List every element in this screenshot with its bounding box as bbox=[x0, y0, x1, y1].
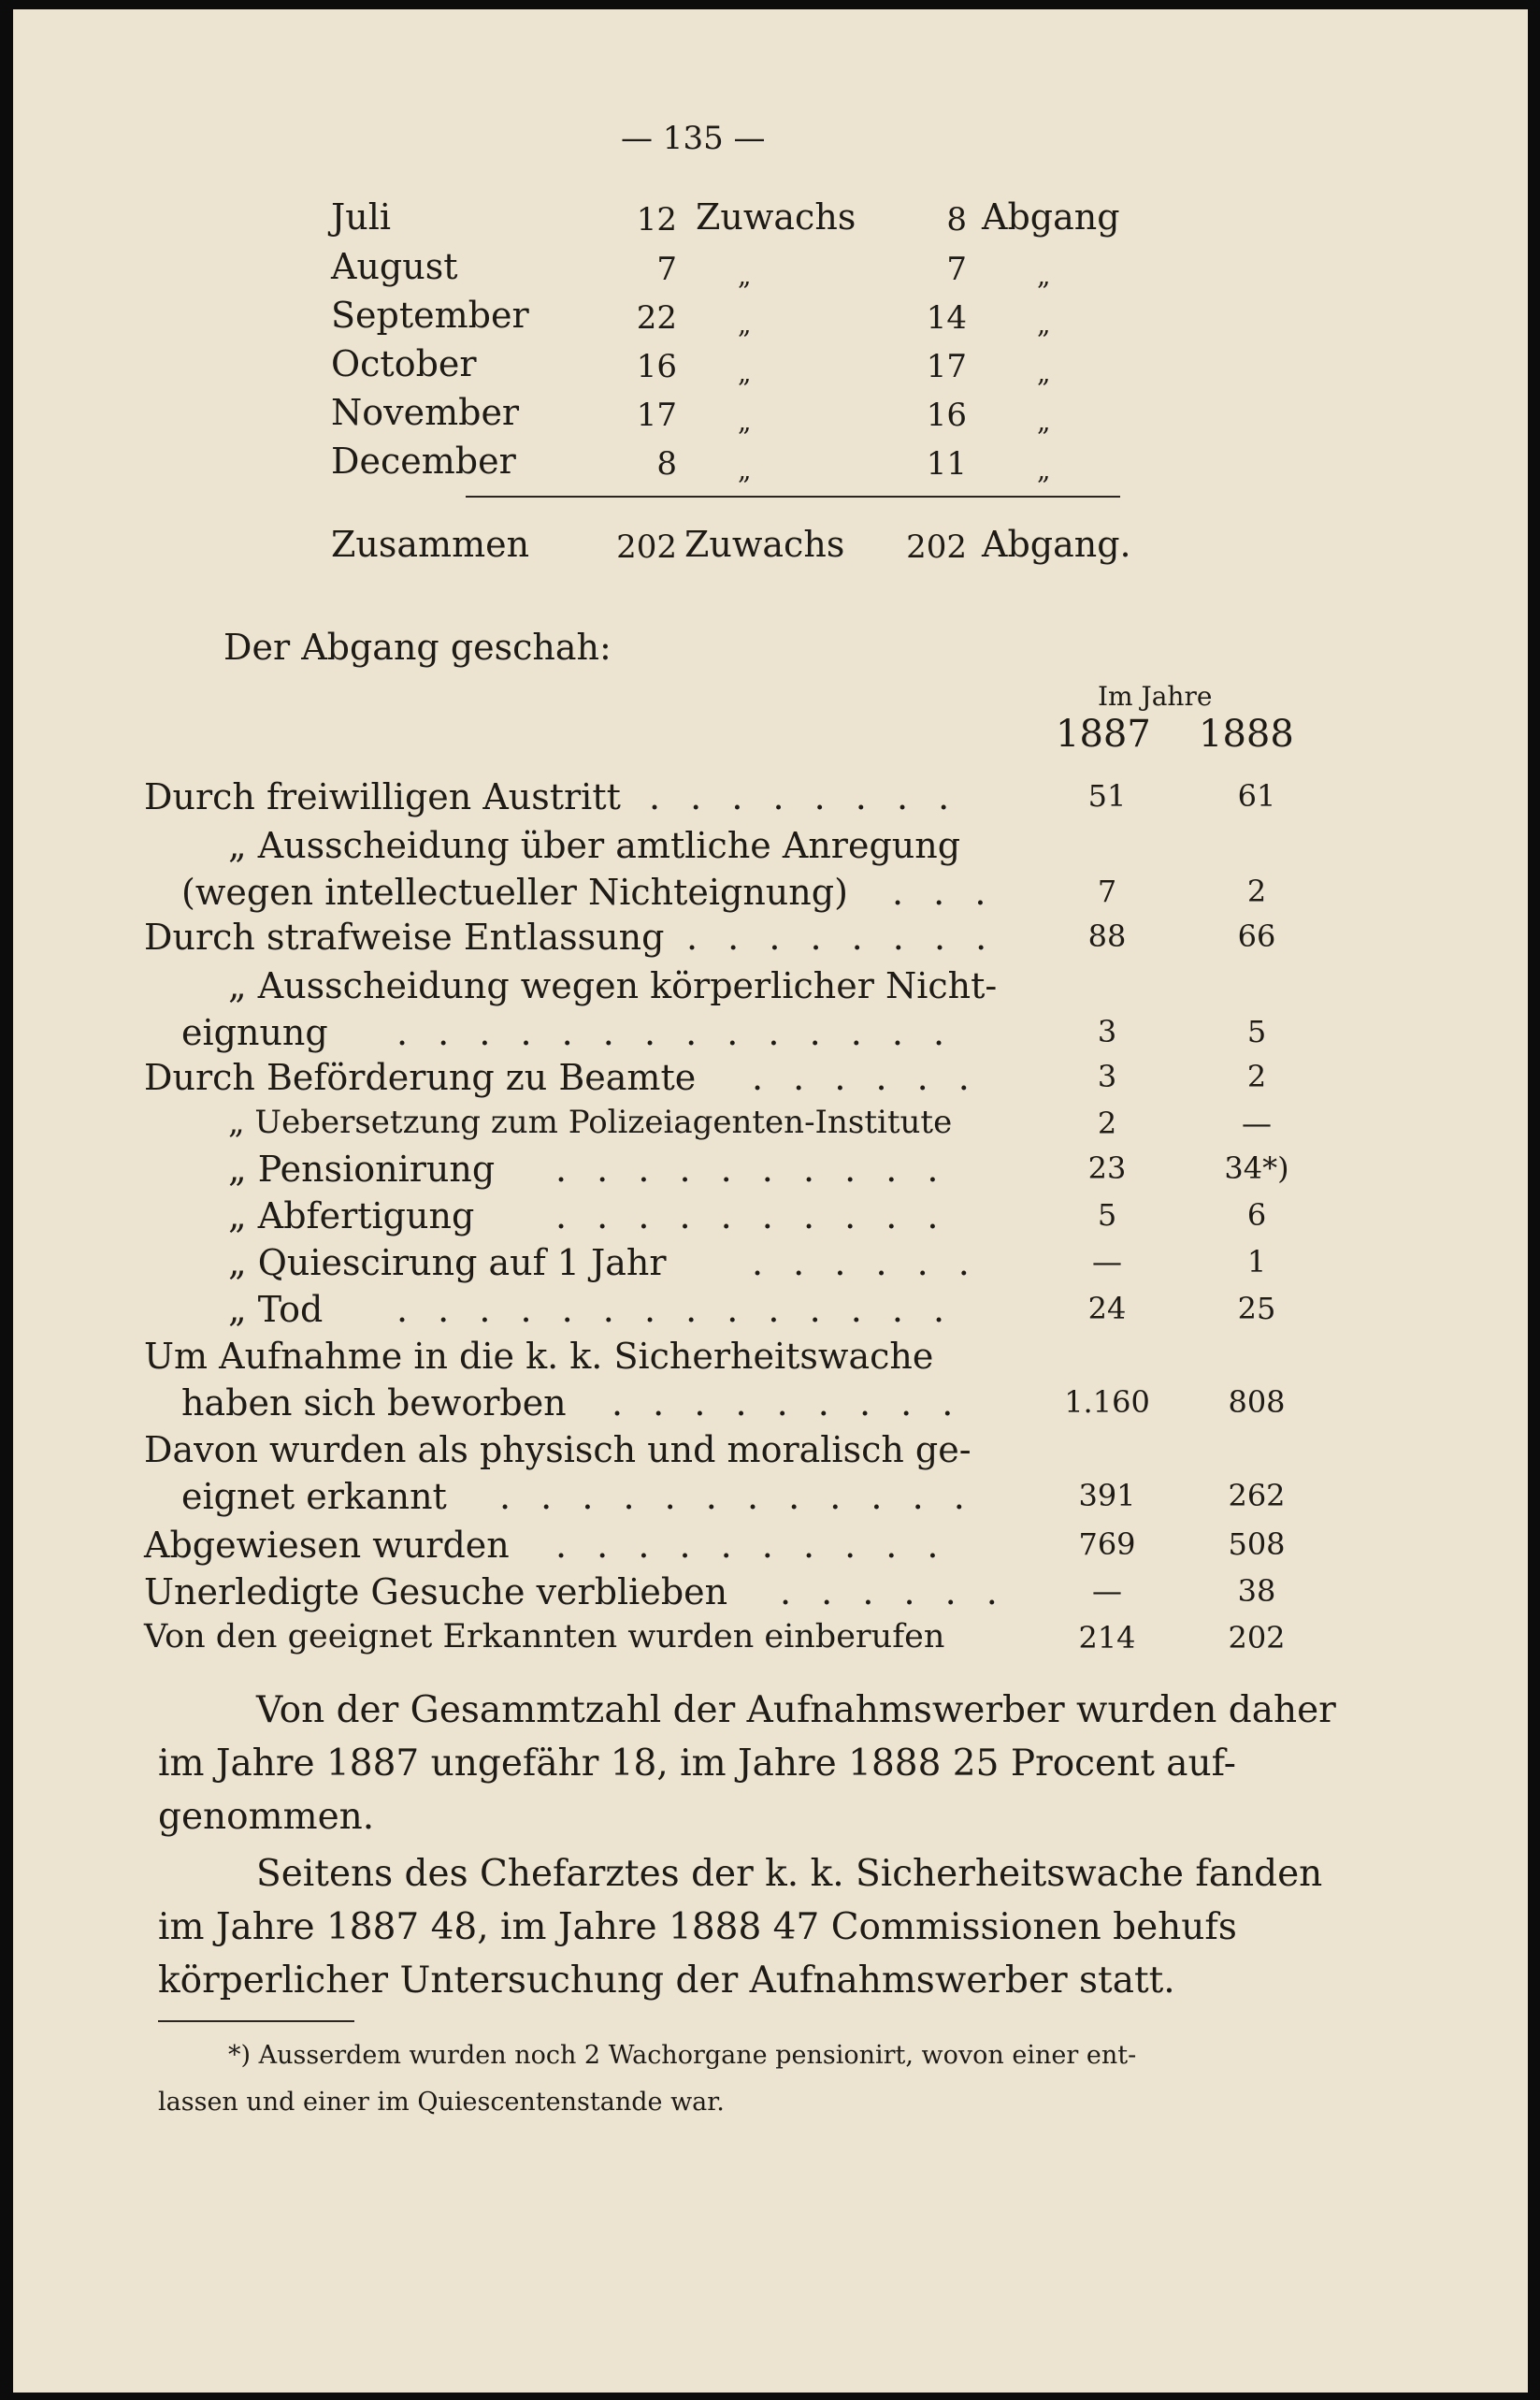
row-label: Durch freiwilligen Austritt bbox=[144, 776, 621, 817]
zuwachs-value: 12 bbox=[636, 201, 677, 239]
abgang-value: 16 bbox=[926, 397, 967, 434]
value-1887: 51 bbox=[1087, 778, 1127, 814]
value-1888: 1 bbox=[1246, 1244, 1267, 1280]
zuwachs-value: 17 bbox=[636, 397, 677, 434]
total-abgang-unit: Abgang. bbox=[982, 524, 1131, 565]
row-label: (wegen intellectueller Nichteignung) bbox=[181, 872, 848, 913]
value-1887: — bbox=[1092, 1244, 1122, 1280]
zuwachs-value: 7 bbox=[656, 251, 677, 288]
value-1888: 808 bbox=[1228, 1384, 1286, 1420]
row-label: Davon wurden als physisch und moralisch ge- bbox=[144, 1429, 971, 1470]
value-1887: 88 bbox=[1087, 918, 1127, 954]
month-label: October bbox=[331, 343, 477, 384]
leader-dots: . . . . . . . . . . . . . . bbox=[396, 1012, 955, 1053]
value-1887: 2 bbox=[1097, 1106, 1117, 1141]
leader-dots: . . . . . . bbox=[752, 1057, 979, 1098]
value-1888: 508 bbox=[1228, 1526, 1286, 1562]
value-1887: 3 bbox=[1097, 1014, 1117, 1049]
text-line: genommen. bbox=[158, 1796, 375, 1838]
value-1887: 5 bbox=[1097, 1197, 1117, 1233]
abgang-value: 17 bbox=[926, 348, 967, 385]
value-1887: 3 bbox=[1097, 1059, 1117, 1094]
footnote-rule bbox=[158, 2020, 354, 2022]
value-1888: 2 bbox=[1246, 1059, 1267, 1094]
text-line: körperlicher Untersuchung der Aufnahmswerber statt. bbox=[158, 1959, 1175, 2002]
leader-dots: . . . . . . . . . . . . bbox=[499, 1476, 974, 1517]
paragraph-2 bbox=[256, 1847, 1322, 1901]
value-1888: 25 bbox=[1237, 1291, 1276, 1326]
value-1887: 769 bbox=[1078, 1526, 1136, 1562]
leader-dots: . . . . . . . . bbox=[649, 776, 959, 817]
value-1888: 66 bbox=[1237, 918, 1276, 954]
value-1888: 2 bbox=[1246, 874, 1267, 909]
leader-dots: . . . . . . . . . . bbox=[555, 1525, 948, 1566]
value-1888: 61 bbox=[1237, 778, 1276, 814]
month-label: November bbox=[331, 392, 520, 433]
total-zuwachs-value: 202 bbox=[616, 528, 677, 566]
row-label: „ Quiescirung auf 1 Jahr bbox=[228, 1242, 667, 1283]
ditto-mark: „ bbox=[738, 309, 752, 340]
footnote-line: lassen und einer im Quiescentenstande war. bbox=[158, 2088, 725, 2117]
value-1888: 38 bbox=[1237, 1573, 1276, 1609]
value-1888: 202 bbox=[1228, 1620, 1286, 1655]
footnote-line: *) Ausserdem wurden noch 2 Wachorgane pensionirt, wovon einer ent- bbox=[228, 2041, 1137, 2070]
leader-dots: . . . . . . . . . . bbox=[555, 1195, 948, 1236]
sum-rule bbox=[466, 496, 1120, 498]
text-line: Von der Gesammtzahl der Aufnahmswerber wurden daher bbox=[256, 1689, 1336, 1731]
zuwachs-unit: Zuwachs bbox=[696, 196, 856, 238]
ditto-mark: „ bbox=[1037, 309, 1051, 340]
value-1887: 1.160 bbox=[1064, 1384, 1150, 1420]
row-label: „ Tod bbox=[228, 1289, 324, 1330]
row-label: eignung bbox=[181, 1012, 328, 1053]
leader-dots: . . . . . . bbox=[752, 1242, 979, 1283]
leader-dots: . . . bbox=[892, 872, 996, 913]
ditto-mark: „ bbox=[1037, 406, 1051, 437]
ditto-mark: „ bbox=[1037, 260, 1051, 291]
ditto-mark: „ bbox=[738, 260, 752, 291]
ditto-mark: „ bbox=[1037, 357, 1051, 388]
abgang-value: 14 bbox=[926, 299, 967, 337]
row-label: Unerledigte Gesuche verblieben bbox=[144, 1571, 728, 1612]
document-page bbox=[13, 9, 1528, 2393]
row-label: Durch strafweise Entlassung bbox=[144, 917, 665, 958]
leader-dots: . . . . . . bbox=[780, 1571, 1007, 1612]
total-label: Zusammen bbox=[331, 524, 530, 565]
text-line: Seitens des Chefarztes der k. k. Sicherheitswache fanden bbox=[256, 1853, 1323, 1895]
value-1888: 262 bbox=[1228, 1478, 1286, 1513]
total-abgang-value: 202 bbox=[906, 528, 967, 566]
row-label: Durch Beförderung zu Beamte bbox=[144, 1057, 697, 1098]
leader-dots: . . . . . . . . . . . . . . bbox=[396, 1289, 955, 1330]
page-number: — 135 — bbox=[621, 120, 766, 157]
year-1887-header: 1887 bbox=[1056, 713, 1151, 756]
value-1887: 391 bbox=[1078, 1478, 1136, 1513]
value-1887: — bbox=[1092, 1573, 1122, 1609]
month-label: August bbox=[331, 246, 458, 287]
row-label: Abgewiesen wurden bbox=[144, 1525, 510, 1566]
paragraph-1 bbox=[256, 1684, 1336, 1737]
abgang-unit: Abgang bbox=[982, 196, 1120, 238]
ditto-mark: „ bbox=[738, 455, 752, 485]
total-zuwachs-unit: Zuwachs bbox=[684, 524, 845, 565]
value-1887: 24 bbox=[1087, 1291, 1127, 1326]
text-line: im Jahre 1887 ungefähr 18, im Jahre 1888 25 Procent auf- bbox=[158, 1742, 1236, 1785]
zuwachs-value: 16 bbox=[636, 348, 677, 385]
row-label: Um Aufnahme in die k. k. Sicherheitswache bbox=[144, 1336, 934, 1377]
value-1887: 23 bbox=[1087, 1150, 1127, 1186]
row-label: „ Ausscheidung wegen körperlicher Nicht- bbox=[228, 965, 998, 1006]
row-label: haben sich beworben bbox=[181, 1382, 567, 1424]
paragraph-2-cont bbox=[158, 1901, 1237, 2007]
ditto-mark: „ bbox=[738, 357, 752, 388]
value-1888: 5 bbox=[1246, 1014, 1267, 1049]
row-label: „ Abfertigung bbox=[228, 1195, 475, 1236]
value-1888: — bbox=[1242, 1106, 1272, 1141]
month-label: Juli bbox=[331, 196, 392, 238]
abgang-value: 11 bbox=[926, 445, 967, 483]
ditto-mark: „ bbox=[1037, 455, 1051, 485]
abgang-value: 8 bbox=[946, 201, 967, 239]
zuwachs-value: 8 bbox=[656, 445, 677, 483]
value-1887: 7 bbox=[1097, 874, 1117, 909]
text-line: im Jahre 1887 48, im Jahre 1888 47 Commissionen behufs bbox=[158, 1906, 1237, 1948]
value-1887: 214 bbox=[1078, 1620, 1136, 1655]
row-label: „ Ausscheidung über amtliche Anregung bbox=[228, 825, 961, 866]
leader-dots: . . . . . . . . . bbox=[612, 1382, 963, 1424]
section-heading: Der Abgang geschah: bbox=[223, 627, 612, 668]
year-caption: Im Jahre bbox=[1098, 681, 1213, 712]
month-label: September bbox=[331, 295, 529, 336]
abgang-value: 7 bbox=[946, 251, 967, 288]
row-label: „ Pensionirung bbox=[228, 1149, 496, 1190]
row-label: „ Uebersetzung zum Polizeiagenten-Institute bbox=[228, 1104, 953, 1141]
row-label: eignet erkannt bbox=[181, 1476, 447, 1517]
value-1888: 34*) bbox=[1224, 1150, 1289, 1186]
row-label: Von den geeignet Erkannten wurden einberufen bbox=[144, 1618, 945, 1655]
leader-dots: . . . . . . . . bbox=[686, 917, 997, 958]
year-1888-header: 1888 bbox=[1199, 713, 1294, 756]
value-1888: 6 bbox=[1246, 1197, 1267, 1233]
leader-dots: . . . . . . . . . . bbox=[555, 1149, 948, 1190]
zuwachs-value: 22 bbox=[636, 299, 677, 337]
month-label: December bbox=[331, 441, 516, 482]
ditto-mark: „ bbox=[738, 406, 752, 437]
paragraph-1-cont bbox=[158, 1737, 1236, 1843]
